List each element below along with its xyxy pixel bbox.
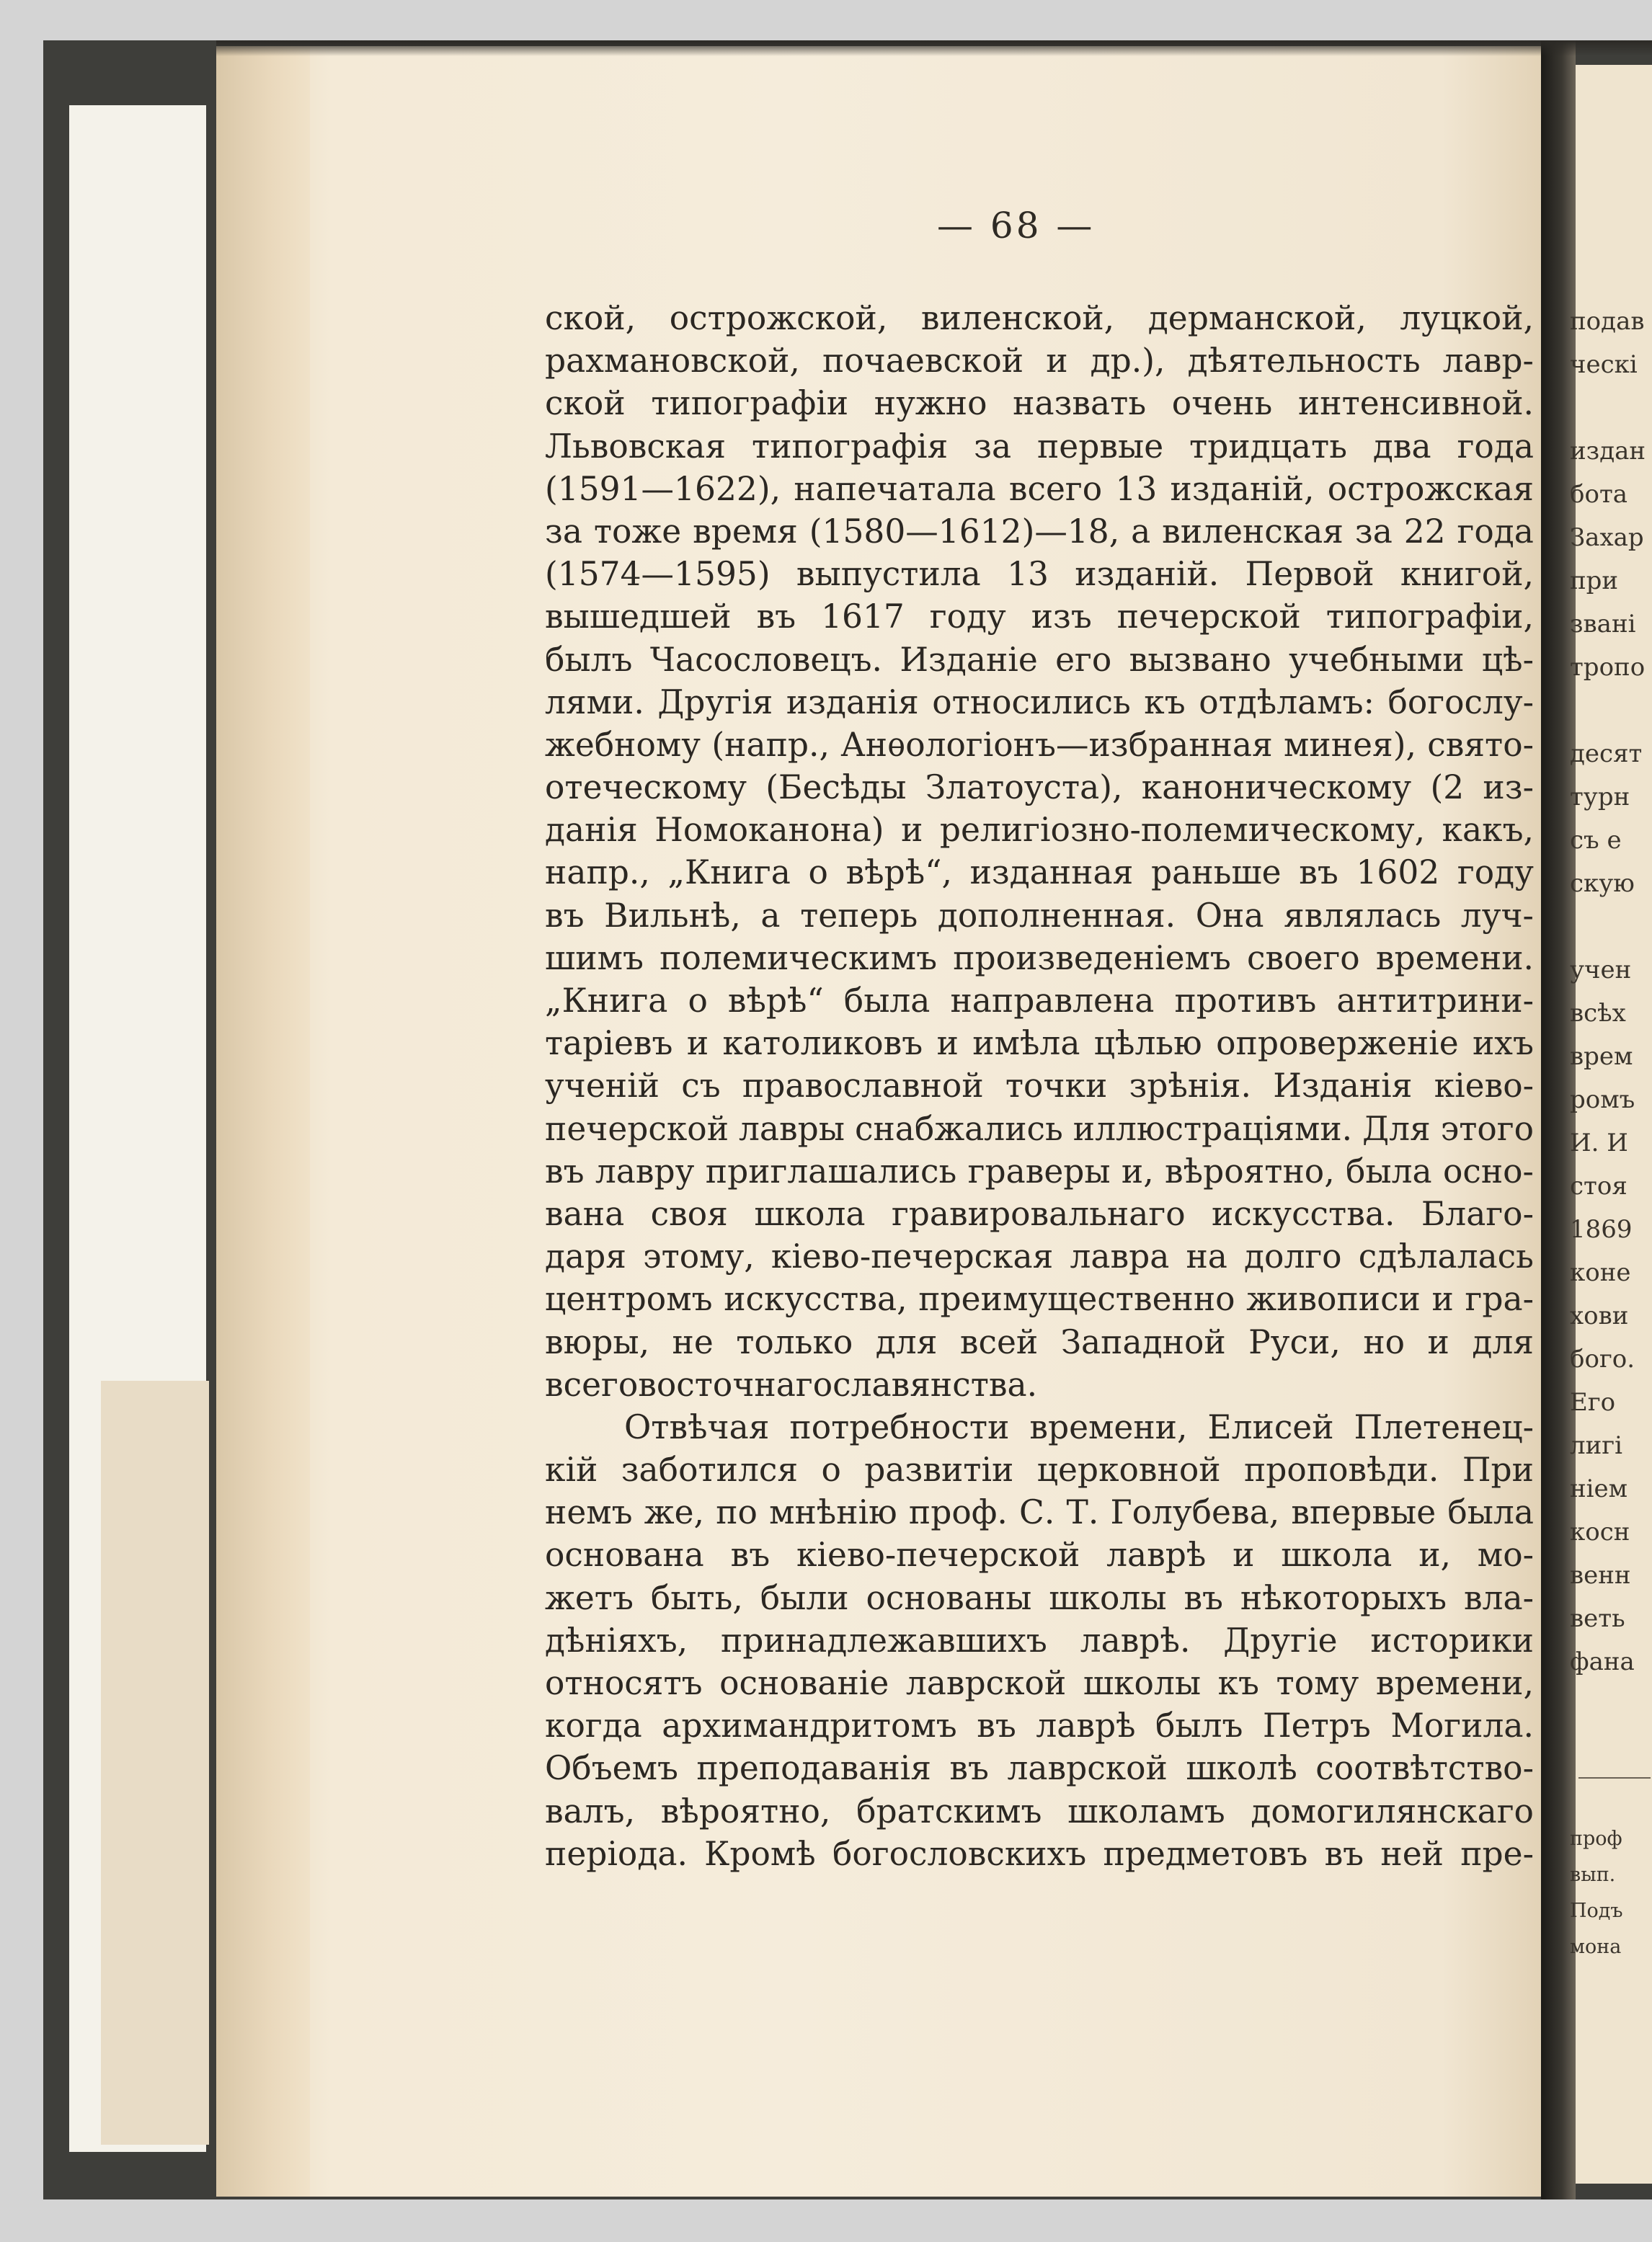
next-page-fragment: подав bbox=[1570, 307, 1645, 336]
next-page-fragment: звані bbox=[1570, 610, 1636, 639]
text-line: центромъ искусства, преимущественно живописи и гра- bbox=[545, 1280, 1534, 1319]
text-line: въ лавру приглашались граверы и, вѣроятно, была осно- bbox=[545, 1152, 1534, 1191]
next-page-fragment: издан bbox=[1570, 437, 1646, 466]
text-line: вышедшей въ 1617 году изъ печерской типографіи, bbox=[545, 597, 1534, 636]
next-page-fragment: десят bbox=[1570, 739, 1643, 768]
text-line: даря этому, кіево-печерская лавра на долго сдѣлалась bbox=[545, 1237, 1534, 1276]
footnote-rule bbox=[1578, 1777, 1651, 1779]
next-page-fragment: учен bbox=[1570, 956, 1632, 984]
next-page-fragment: Подъ bbox=[1570, 1900, 1623, 1922]
next-page-fragment: И. И bbox=[1570, 1129, 1628, 1157]
text-line: (1591—1622), напечатала всего 13 изданій, острожская bbox=[545, 469, 1534, 508]
text-line: всего восточнаго славянства. bbox=[545, 1365, 1038, 1404]
next-page-fragment: турн bbox=[1570, 783, 1630, 811]
next-page-fragment: фана bbox=[1570, 1647, 1635, 1676]
text-line: рахмановской, почаевской и др.), дѣятельность лавр- bbox=[545, 342, 1534, 381]
next-page-fragment: стоя bbox=[1570, 1172, 1627, 1201]
next-page-fragment: хови bbox=[1570, 1302, 1629, 1330]
text-line: вюры, не только для всей Западной Руси, но и для bbox=[545, 1322, 1534, 1361]
next-page-fragment: скую bbox=[1570, 869, 1635, 898]
text-line: кій заботился о развитіи церковной проповѣди. При bbox=[545, 1451, 1534, 1490]
next-page-fragment: бота bbox=[1570, 480, 1628, 509]
next-page-fragment: врем bbox=[1570, 1042, 1633, 1071]
text-line: за тоже время (1580—1612)—18, а виленская за 22 года bbox=[545, 512, 1534, 551]
next-page-fragment: ческі bbox=[1570, 350, 1638, 379]
text-line: отеческому (Бесѣды Златоуста), каноническому (2 из- bbox=[545, 768, 1534, 807]
body-text bbox=[545, 297, 1534, 1875]
text-line: ской типографіи нужно назвать очень интенсивной. bbox=[545, 384, 1534, 423]
next-page-fragment: Захар bbox=[1570, 523, 1644, 552]
text-line: ученій съ православной точки зрѣнія. Изданія кіево- bbox=[545, 1067, 1534, 1106]
page-number: — 68 — bbox=[937, 205, 1096, 246]
text-line: Отвѣчая потребности времени, Елисей Плетенец- bbox=[624, 1407, 1534, 1446]
next-page-fragment: лигі bbox=[1570, 1431, 1622, 1460]
text-line: ской, острожской, виленской, дерманской, луцкой, bbox=[545, 299, 1534, 337]
text-line: лями. Другія изданія относились къ отдѣламъ: богослу- bbox=[545, 682, 1534, 721]
page-edge bbox=[216, 46, 310, 2197]
next-page-fragment: бого. bbox=[1570, 1345, 1635, 1374]
text-line: немъ же, по мнѣнію проф. С. Т. Голубева, впервые была bbox=[545, 1493, 1534, 1532]
text-line: дѣніяхъ, принадлежавшихъ лаврѣ. Другіе историки bbox=[545, 1621, 1534, 1660]
text-line: когда архимандритомъ въ лаврѣ былъ Петръ Могила. bbox=[545, 1707, 1534, 1745]
text-line: таріевъ и католиковъ и имѣла цѣлью опроверженіе ихъ bbox=[545, 1024, 1534, 1063]
text-line: валъ, вѣроятно, братскимъ школамъ домогилянскаго bbox=[545, 1792, 1534, 1830]
next-page-fragment: 1869 bbox=[1570, 1215, 1633, 1244]
next-page-fragment: Его bbox=[1570, 1388, 1616, 1417]
underlying-sheet-lower bbox=[101, 1381, 209, 2145]
next-page-fragment: веть bbox=[1570, 1604, 1625, 1633]
text-line: періода. Кромѣ богословскихъ предметовъ въ ней пре- bbox=[545, 1834, 1534, 1873]
text-line: данія Номоканона) и религіозно-полемическому, какъ, bbox=[545, 811, 1534, 850]
next-page-fragment: съ е bbox=[1570, 826, 1622, 855]
text-line: шимъ полемическимъ произведеніемъ своего времени. bbox=[545, 938, 1534, 977]
next-page-fragment: коне bbox=[1570, 1258, 1631, 1287]
text-line: Львовская типографія за первые тридцать два года bbox=[545, 427, 1534, 466]
text-line: напр., „Книга о вѣрѣ“, изданная раньше въ 1602 году bbox=[545, 853, 1534, 892]
next-page-fragment: венн bbox=[1570, 1561, 1631, 1590]
text-line: Объемъ преподаванія въ лаврской школѣ соотвѣтство- bbox=[545, 1749, 1534, 1788]
next-page-fragment: всѣх bbox=[1570, 999, 1626, 1028]
text-line: основана въ кіево-печерской лаврѣ и школа и, мо- bbox=[545, 1536, 1534, 1575]
text-line: относятъ основаніе лаврской школы къ тому времени, bbox=[545, 1664, 1534, 1702]
text-line: жетъ быть, были основаны школы въ нѣкоторыхъ вла- bbox=[545, 1578, 1534, 1617]
next-page-fragment: тропо bbox=[1570, 653, 1646, 682]
next-page-fragment: проф bbox=[1570, 1828, 1622, 1850]
next-page-fragment: при bbox=[1570, 566, 1619, 595]
text-line: жебному (напр., Анѳологіонъ—избранная минея), свято- bbox=[545, 725, 1534, 764]
text-line: „Книга о вѣрѣ“ была направлена противъ антитрини- bbox=[545, 982, 1534, 1020]
text-line: печерской лавры снабжались иллюстраціями. Для этого bbox=[545, 1109, 1534, 1148]
text-line: вана своя школа гравировальнаго искусства. Благо- bbox=[545, 1194, 1534, 1233]
next-page-fragment: вып. bbox=[1570, 1864, 1616, 1886]
text-line: въ Вильнѣ, а теперь дополненная. Она являлась луч- bbox=[545, 896, 1534, 935]
text-line: (1574—1595) выпустила 13 изданій. Первой книгой, bbox=[545, 555, 1534, 594]
next-page-fragment: косн bbox=[1570, 1518, 1630, 1547]
next-page-fragment: ромъ bbox=[1570, 1085, 1635, 1114]
text-line: былъ Часословецъ. Изданіе его вызвано учебными цѣ- bbox=[545, 640, 1534, 679]
next-page-fragment: ніем bbox=[1570, 1474, 1628, 1503]
next-page-fragment: мона bbox=[1570, 1936, 1622, 1958]
top-shadow bbox=[216, 40, 1652, 56]
